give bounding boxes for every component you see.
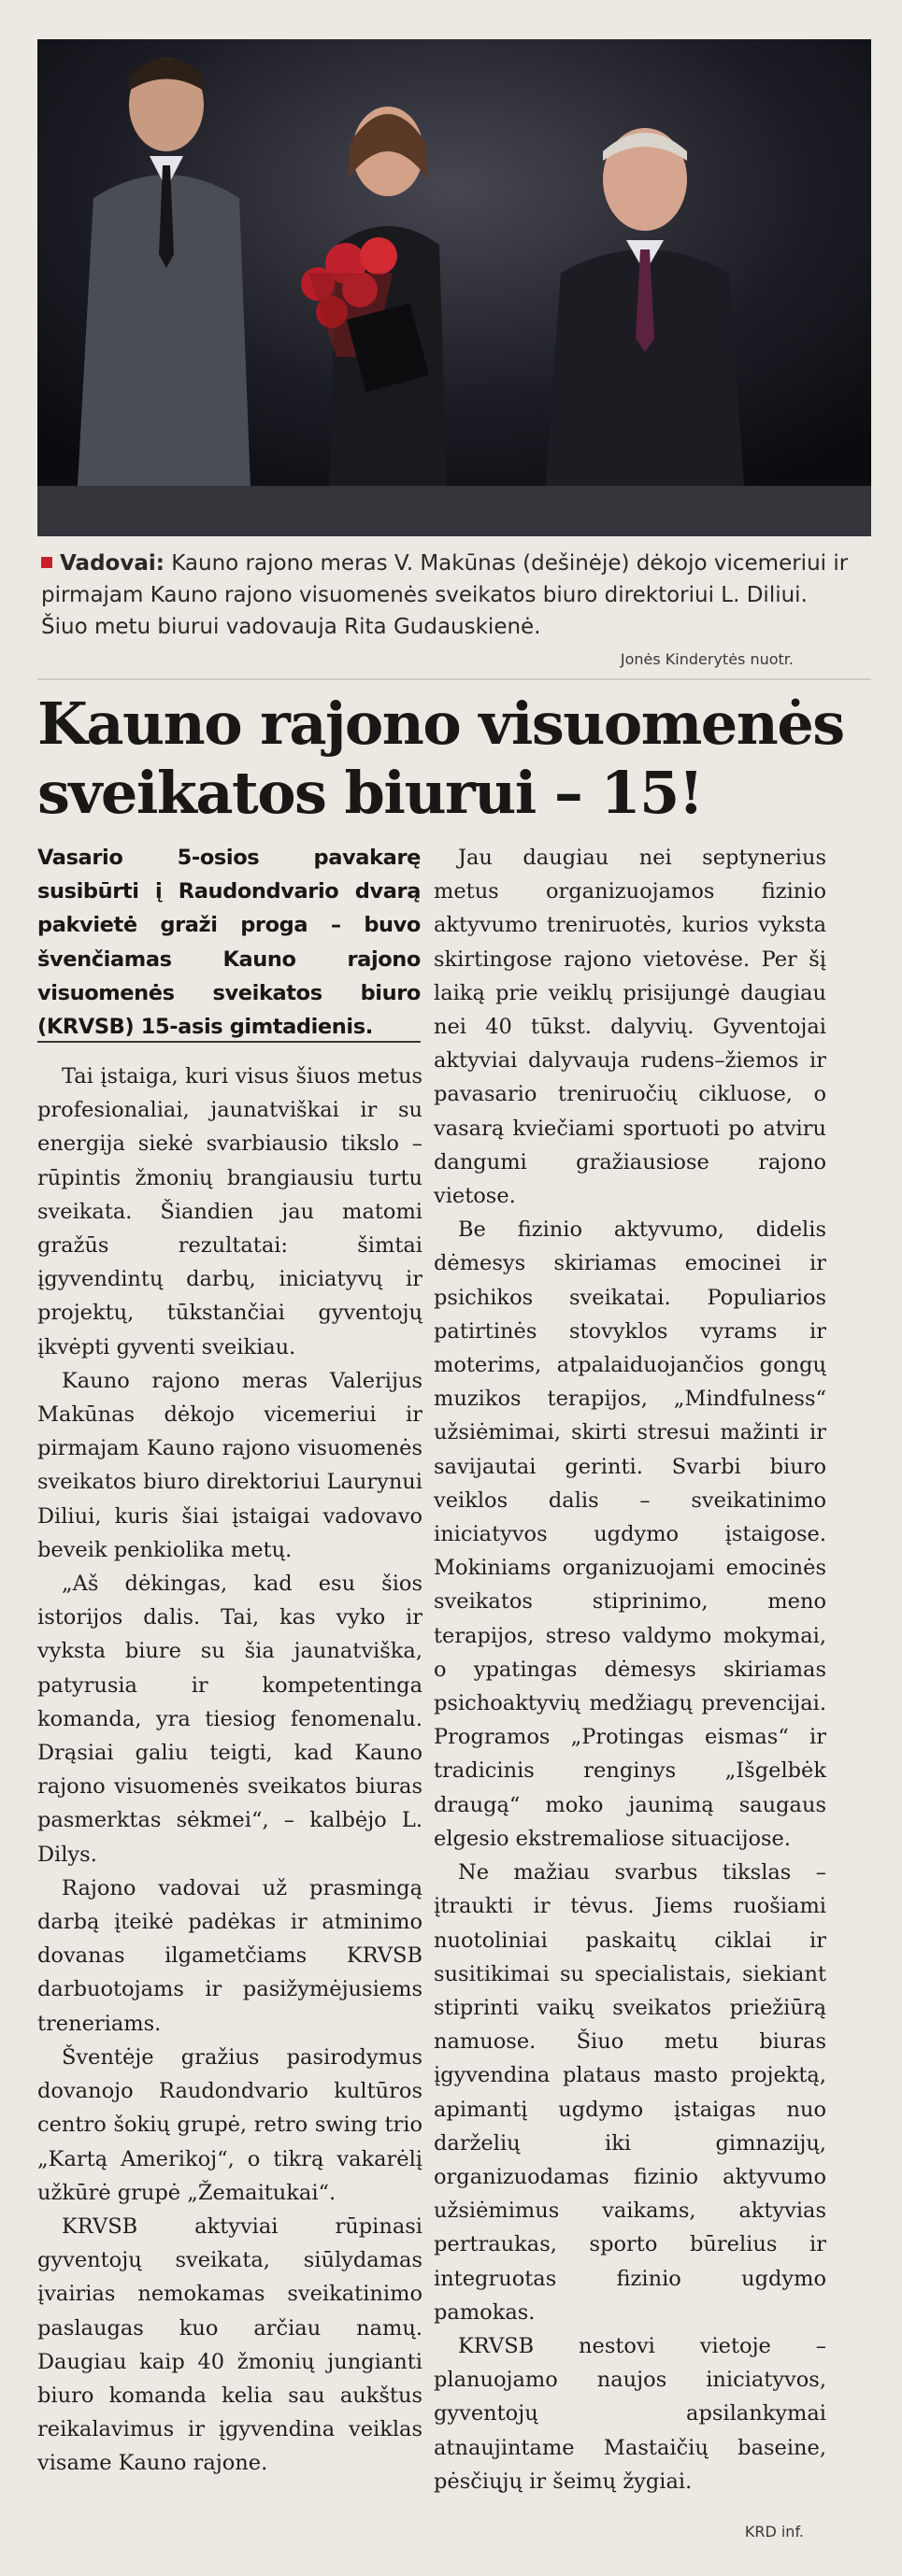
paragraph: Rajono vadovai už prasmingą darbą įteikė padėkas ir atminimo dovanas ilgametčiams KRVSB darbuotojams ir pasižymėjusiems treneriams. [37, 1875, 422, 2036]
photo-credit: Jonės Kinderytės nuotr. [620, 650, 794, 668]
lead-divider [37, 1041, 421, 1043]
paragraph: KRVSB nestovi vietoje – planuojamo naujos iniciatyvos, gyventojų apsilankymai atnaujintame Mastaičių baseine, pėsčiųjų ir šeimų žygiai. [434, 2333, 826, 2494]
paragraph: Ne mažiau svarbus tikslas – įtraukti ir tėvus. Jiems ruošiami nuotoliniai paskaitų ciklai ir susitikimai su specialistais, siekiant stiprinti vaikų sveikatos priežiūrą namuose. Šiuo metu biuras įgyvendina plataus masto projektą, apimantį ugdymo įstaigas nuo darželių iki gimnazijų, organizuodamas fizinio aktyvumo užsiėmimus vaikams, aktyvias pertraukas, sporto būrelius ir integruotas fizinio ugdymo pamokas. [434, 1860, 826, 2325]
article-column-1 [37, 1060, 422, 2481]
article-photo [37, 39, 871, 536]
article-lead: Vasario 5-osios pavakarę susibūrti į Raudondvario dvarą pakvietė graži proga – buvo švenčiamas Kauno rajono visuomenės sveikatos biuro (KRVSB) 15-asis gimtadienis. [37, 846, 421, 1040]
paragraph: Tai įstaiga, kuri visus šiuos metus profesionaliai, jaunatviškai ir su energija siekė svarbiausio tikslo – rūpintis žmonių brangiausiu turtu sveikata. Šiandien jau matomi gražūs rezultatai: šimtai įgyvendintų darbų, iniciatyvų ir projektų, tūkstančiai gyventojų įkvėpti gyventi sveikiau. [37, 1064, 422, 1359]
article-signoff: KRD inf. [744, 2523, 804, 2540]
photo-illustration [37, 39, 871, 536]
caption-text: Kauno rajono meras V. Makūnas (dešinėje) dėkojo vicemeriui ir pirmajam Kauno rajono visuomenės sveikatos biuro direktoriui L. Diliui. Šiuo metu biurui vadovauja Rita Gudauskienė. [41, 551, 849, 639]
paragraph: Jau daugiau nei septynerius metus organizuojamos fizinio aktyvumo treniruotės, kurios vyksta skirtingose rajono vietovėse. Per šį laiką prie veiklų prisijungė daugiau nei 40 tūkst. dalyvių. Gyventojai aktyviai dalyvauja rudens–žiemos ir pavasario treniruočių cikluose, o vasarą kviečiami sportuoti po atviru dangumi gražiausiose rajono vietose. [434, 846, 826, 1209]
paragraph: Kauno rajono meras Valerijus Makūnas dėkojo vicemeriui ir pirmajam Kauno rajono visuomenės sveikatos biuro direktoriui Laurynui Diliui, kuris šiai įstaigai vadovavo beveik penkiolika metų. [37, 1368, 422, 1562]
paragraph: KRVSB aktyviai rūpinasi gyventojų sveikata, siūlydamas įvairias nemokamas sveikatinimo paslaugas kuo arčiau namų. Daugiau kaip 40 žmonių jungianti biuro komanda kelia sau aukštus reikalavimus ir įgyvendina veiklas visame Kauno rajone. [37, 2213, 422, 2476]
divider [37, 678, 871, 680]
article-headline: Kauno rajono visuomenės sveikatos biurui – 15! [37, 690, 844, 827]
paragraph: „Aš dėkingas, kad esu šios istorijos dalis. Tai, kas vyko ir vyksta biure su šia jaunatviška, patyrusia ir kompetentinga komanda, yra tiesiog fenomenalu. Drąsiai galiu teigti, kad Kauno rajono visuomenės sveikatos biuras pasmerktas sėkmei“, – kalbėjo L. Dilys. [37, 1572, 422, 1867]
photo-caption [41, 548, 854, 643]
paragraph: Šventėje gražius pasirodymus dovanojo Raudondvario kultūros centro šokių grupė, retro swing trio „Kartą Amerikoj“, o tikrą vakarėlį užkūrė grupė „Žemaitukai“. [37, 2044, 422, 2205]
paragraph: Be fizinio aktyvumo, didelis dėmesys skiriamas emocinei ir psichikos sveikatai. Populiarios patirtinės stovyklos vyrams ir moterims, atpalaiduojančios gongų muzikos terapijos, „Mindfulness“ užsiėmimai, skirti stresui mažinti ir savijautai gerinti. Svarbi biuro veiklos dalis – sveikatinimo iniciatyvos ugdymo įstaigose. Mokiniams organizuojami emocinės sveikatos stiprinimo, meno terapijos, streso valdymo mokymai, o ypatingas dėmesys skiriamas psichoaktyvių medžiagų prevencijai. Programos „Protingas eismas“ ir tradicinis renginys „Išgelbėk draugą“ moko jaunimą saugaus elgesio ekstremaliose situacijose. [434, 1217, 826, 1851]
article-column-2 [434, 841, 826, 2498]
caption-marker [41, 557, 52, 568]
caption-label: Vadovai: [60, 551, 165, 576]
